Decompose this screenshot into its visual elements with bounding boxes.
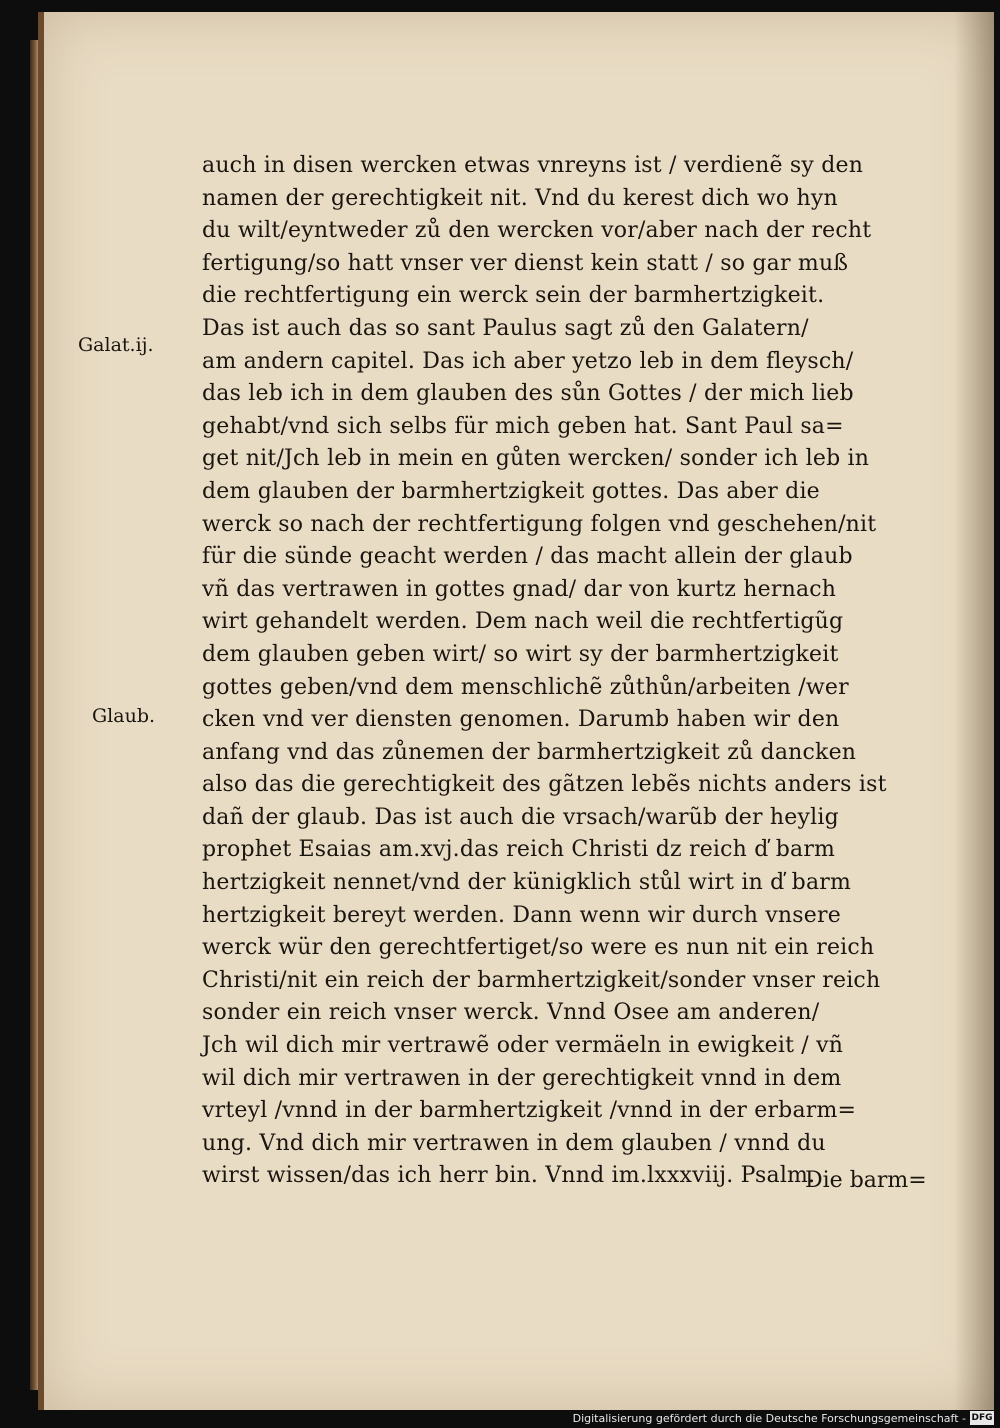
text-line: anfang vnd das zůnemen der barmhertzigkeit zů dancken xyxy=(202,739,857,765)
body-text xyxy=(202,150,922,1193)
text-line: get nit/Jch leb in mein en gůten wercken/ sonder ich leb in xyxy=(202,446,870,472)
funding-notice: Digitalisierung gefördert durch die Deutsche Forschungsgemeinschaft - xyxy=(572,1412,966,1425)
text-line: Das ist auch das so sant Paulus sagt zů den Galatern/ xyxy=(202,315,809,341)
text-line: werck wür den gerechtfertiget/so were es nun nit ein reich xyxy=(202,935,875,961)
gutter-shadow xyxy=(954,12,994,1410)
text-line: dem glauben geben wirt/ so wirt sy der barmhertzigkeit xyxy=(202,641,839,667)
text-line: am andern capitel. Das ich aber yetzo leb in dem fleysch/ xyxy=(202,348,854,374)
dfg-logo: DFG xyxy=(971,1413,993,1423)
text-line: Jch wil dich mir vertrawẽ oder vermäeln in ewigkeit / vñ xyxy=(202,1033,844,1059)
text-line: prophet Esaias am.xvj.das reich Christi dz reich ď barm xyxy=(202,837,836,863)
text-line: wil dich mir vertrawen in der gerechtigkeit vnnd in dem xyxy=(202,1065,842,1091)
text-line: also das die gerechtigkeit des gãtzen lebẽs nichts anders ist xyxy=(202,772,887,798)
text-line: vñ das vertrawen in gottes gnad/ dar von kurtz hernach xyxy=(202,576,837,602)
text-line: dem glauben der barmhertzigkeit gottes. Das aber die xyxy=(202,478,820,504)
text-line: vrteyl /vnnd in der barmhertzigkeit /vnnd in der erbarm= xyxy=(202,1098,857,1124)
text-line: das leb ich in dem glauben des sůn Gottes / der mich lieb xyxy=(202,381,854,407)
text-line: wirst wissen/das ich herr bin. Vnnd im.lxxxviij. Psalm. xyxy=(202,1163,816,1189)
marginal-note-glaub: Glaub. xyxy=(92,705,156,727)
text-line: ung. Vnd dich mir vertrawen in dem glauben / vnnd du xyxy=(202,1130,826,1156)
text-line: sonder ein reich vnser werck. Vnnd Osee am anderen/ xyxy=(202,1000,820,1026)
text-line: hertzigkeit bereyt werden. Dann wenn wir durch vnsere xyxy=(202,902,841,928)
text-line: namen der gerechtigkeit nit. Vnd du kerest dich wo hyn xyxy=(202,185,838,211)
text-line: du wilt/eyntweder zů den wercken vor/aber nach der recht xyxy=(202,218,872,244)
text-line: für die sünde geacht werden / das macht allein der glaub xyxy=(202,544,853,570)
text-line: gehabt/vnd sich selbs für mich geben hat. Sant Paul sa= xyxy=(202,413,844,439)
text-line: dañ der glaub. Das ist auch die vrsach/warũb der heylig xyxy=(202,804,839,830)
catchword: Die barm= xyxy=(805,1168,927,1193)
text-line: fertigung/so hatt vnser ver dienst kein statt / so gar muß xyxy=(202,250,849,276)
text-line: Christi/nit ein reich der barmhertzigkeit/sonder vnser reich xyxy=(202,967,881,993)
text-line: gottes geben/vnd dem menschlichẽ zůthůn/arbeiten /wer xyxy=(202,674,849,700)
text-line: werck so nach der rechtfertigung folgen vnd geschehen/nit xyxy=(202,511,877,537)
text-line: die rechtfertigung ein werck sein der barmhertzigkeit. xyxy=(202,283,825,309)
text-line: hertzigkeit nennet/vnd der künigklich stůl wirt in ď barm xyxy=(202,870,852,896)
marginal-note-galat: Galat.ij. xyxy=(78,334,154,356)
text-line: wirt gehandelt werden. Dem nach weil die rechtfertigũg xyxy=(202,609,844,635)
text-line: auch in disen wercken etwas vnreyns ist / verdienẽ sy den xyxy=(202,153,864,178)
text-line: cken vnd ver diensten genomen. Darumb haben wir den xyxy=(202,707,840,733)
